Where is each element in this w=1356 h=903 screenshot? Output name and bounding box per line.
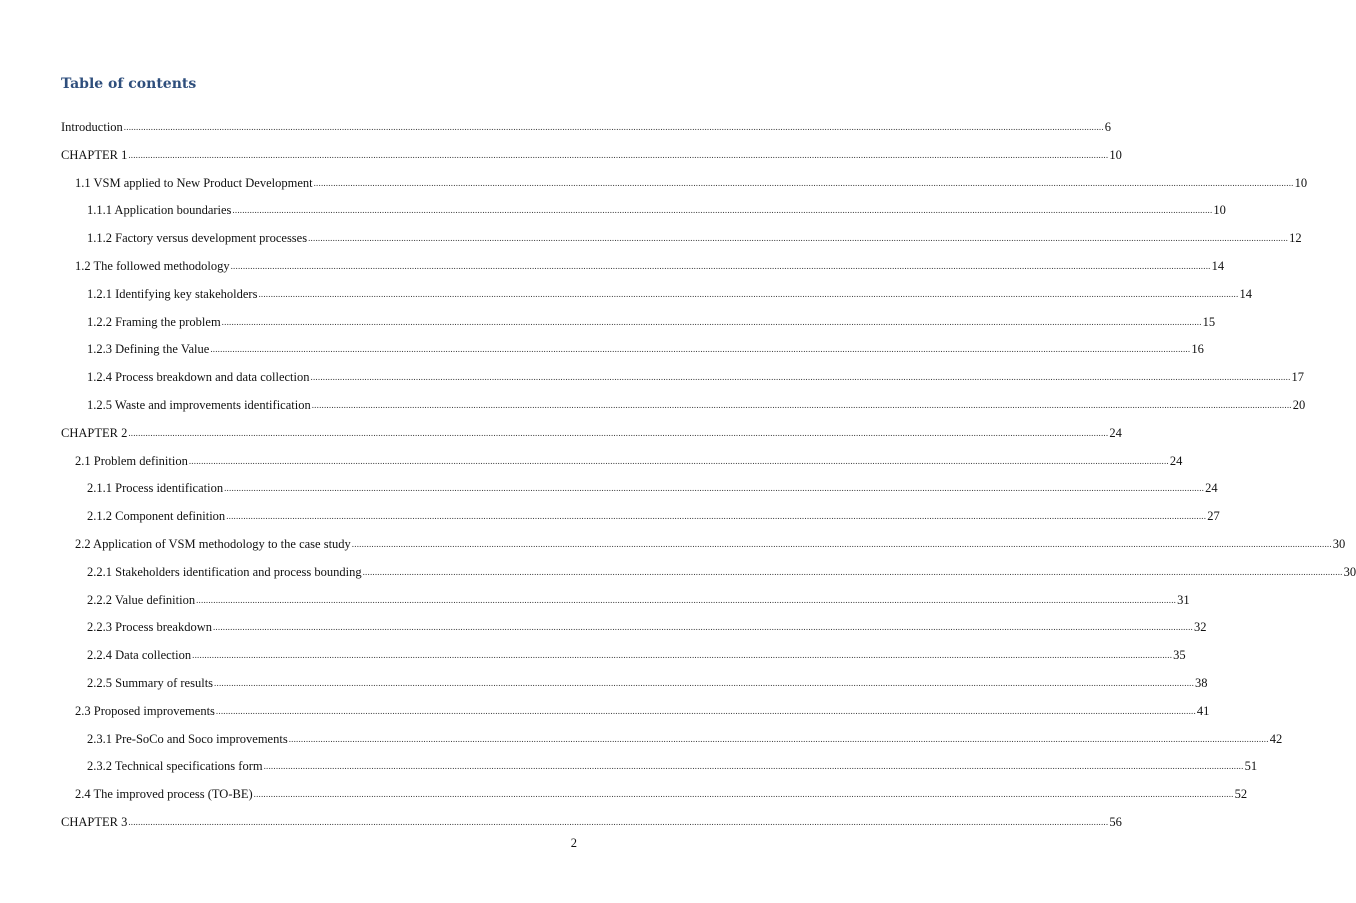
- toc-entry-label: 2.4 The improved process (TO-BE): [75, 787, 253, 801]
- toc-entry-page: 10: [1109, 148, 1122, 162]
- toc-dot-leader: ................................................................................................................................................................................................................................................................................................................................................................................................................: [123, 122, 1104, 132]
- toc-dot-leader: ................................................................................................................................................................................................................................................................................................................................................................................................................: [215, 706, 1196, 716]
- toc-entry-page: 24: [1169, 454, 1183, 468]
- toc-dot-leader: ................................................................................................................................................................................................................................................................................................................................................................................................................: [226, 511, 1207, 521]
- toc-entry-label: 2.2.4 Data collection: [87, 648, 192, 662]
- page-number: 2: [570, 836, 577, 850]
- toc-entry[interactable]: [75, 703, 1210, 719]
- toc-entry-label: 1.2.5 Waste and improvements identification: [87, 398, 311, 412]
- toc-entry-page: 27: [1207, 509, 1220, 523]
- toc-entry[interactable]: [87, 619, 1207, 635]
- toc-entry-label: 1.2.3 Defining the Value: [87, 342, 210, 356]
- toc-entry[interactable]: [87, 564, 1356, 580]
- toc-dot-leader: ................................................................................................................................................................................................................................................................................................................................................................................................................: [362, 567, 1343, 577]
- toc-dot-leader: ................................................................................................................................................................................................................................................................................................................................................................................................................: [230, 261, 1211, 271]
- toc-entry[interactable]: [87, 397, 1306, 413]
- toc-dot-leader: ................................................................................................................................................................................................................................................................................................................................................................................................................: [128, 817, 1109, 827]
- toc-entry-page: 51: [1244, 759, 1258, 773]
- toc-dot-leader: ................................................................................................................................................................................................................................................................................................................................................................................................................: [288, 734, 1269, 744]
- toc-entry-label: 1.1 VSM applied to New Product Development: [75, 176, 313, 190]
- toc-entry-page: 10: [1213, 203, 1226, 217]
- toc-entry-page: 24: [1109, 426, 1122, 440]
- toc-entry[interactable]: [87, 731, 1283, 747]
- toc-entry[interactable]: [87, 230, 1302, 246]
- toc-dot-leader: ................................................................................................................................................................................................................................................................................................................................................................................................................: [196, 595, 1177, 605]
- toc-entry-page: 30: [1332, 537, 1346, 551]
- toc-entry[interactable]: [75, 175, 1308, 191]
- toc-entry-page: 14: [1239, 287, 1252, 301]
- toc-entry-page: 41: [1196, 704, 1210, 718]
- toc-dot-leader: ................................................................................................................................................................................................................................................................................................................................................................................................................: [210, 344, 1191, 354]
- toc-entry-label: 1.2.4 Process breakdown and data collection: [87, 370, 310, 384]
- toc-entry-page: 52: [1234, 787, 1248, 801]
- toc-dot-leader: ................................................................................................................................................................................................................................................................................................................................................................................................................: [128, 150, 1109, 160]
- toc-entry[interactable]: [75, 453, 1183, 469]
- toc-entry-label: 2.2 Application of VSM methodology to the case study: [75, 537, 351, 551]
- toc-entry-label: 2.1.2 Component definition: [87, 509, 226, 523]
- toc-dot-leader: ................................................................................................................................................................................................................................................................................................................................................................................................................: [263, 761, 1244, 771]
- toc-entry-label: 2.3.1 Pre-SoCo and Soco improvements: [87, 732, 288, 746]
- toc-entry-label: Introduction: [61, 120, 123, 134]
- toc-entry-label: 1.1.1 Application boundaries: [87, 203, 232, 217]
- toc-entry-page: 17: [1291, 370, 1305, 384]
- toc-entry[interactable]: [75, 536, 1346, 552]
- toc-entry-page: 12: [1289, 231, 1302, 245]
- toc-title: Table of contents: [61, 76, 197, 92]
- toc-entry-label: 2.3 Proposed improvements: [75, 704, 215, 718]
- toc-entry-page: 16: [1191, 342, 1204, 356]
- toc-dot-leader: ................................................................................................................................................................................................................................................................................................................................................................................................................: [214, 678, 1195, 688]
- toc-entry-label: CHAPTER 1: [61, 148, 128, 162]
- toc-entry-label: 1.1.2 Factory versus development processes: [87, 231, 308, 245]
- toc-entry[interactable]: [61, 425, 1122, 441]
- toc-entry-label: CHAPTER 3: [61, 815, 128, 829]
- toc-entry[interactable]: [87, 341, 1204, 357]
- toc-entry-page: 15: [1202, 315, 1216, 329]
- toc-entry-page: 38: [1195, 676, 1208, 690]
- toc-entry-label: 1.2 The followed methodology: [75, 259, 230, 273]
- toc-entry[interactable]: [87, 758, 1258, 774]
- toc-entry[interactable]: [87, 314, 1216, 330]
- toc-dot-leader: ................................................................................................................................................................................................................................................................................................................................................................................................................: [310, 372, 1291, 382]
- toc-entry[interactable]: [75, 258, 1225, 274]
- toc-dot-leader: ................................................................................................................................................................................................................................................................................................................................................................................................................: [258, 289, 1239, 299]
- toc-entry-page: 35: [1173, 648, 1186, 662]
- toc-dot-leader: ................................................................................................................................................................................................................................................................................................................................................................................................................: [311, 400, 1292, 410]
- toc-entry[interactable]: [87, 675, 1208, 691]
- toc-entry-label: 2.2.3 Process breakdown: [87, 620, 212, 634]
- toc-dot-leader: ................................................................................................................................................................................................................................................................................................................................................................................................................: [313, 178, 1294, 188]
- toc-entry-page: 10: [1294, 176, 1308, 190]
- toc-entry-label: 2.2.2 Value definition: [87, 593, 196, 607]
- toc-entry-page: 32: [1193, 620, 1207, 634]
- toc-dot-leader: ................................................................................................................................................................................................................................................................................................................................................................................................................: [188, 456, 1169, 466]
- toc-entry[interactable]: [61, 814, 1122, 830]
- toc-entry[interactable]: [75, 786, 1248, 802]
- toc-entry-page: 24: [1205, 481, 1218, 495]
- toc-entry-page: 56: [1109, 815, 1122, 829]
- toc-entry[interactable]: [87, 286, 1252, 302]
- toc-entry[interactable]: [87, 508, 1220, 524]
- toc-entry[interactable]: [87, 202, 1226, 218]
- toc-dot-leader: ................................................................................................................................................................................................................................................................................................................................................................................................................: [192, 650, 1173, 660]
- toc-entry[interactable]: [87, 369, 1305, 385]
- toc-entry[interactable]: [61, 119, 1112, 135]
- toc-dot-leader: ................................................................................................................................................................................................................................................................................................................................................................................................................: [221, 317, 1202, 327]
- toc-entry[interactable]: [87, 480, 1218, 496]
- toc-entry-label: 2.3.2 Technical specifications form: [87, 759, 263, 773]
- toc-entry-page: 20: [1292, 398, 1306, 412]
- toc-entry[interactable]: [61, 147, 1122, 163]
- toc-dot-leader: ................................................................................................................................................................................................................................................................................................................................................................................................................: [212, 622, 1193, 632]
- toc-entry-page: 6: [1104, 120, 1112, 134]
- toc-dot-leader: ................................................................................................................................................................................................................................................................................................................................................................................................................: [224, 483, 1205, 493]
- toc-entry-page: 31: [1177, 593, 1190, 607]
- toc-dot-leader: ................................................................................................................................................................................................................................................................................................................................................................................................................: [351, 539, 1332, 549]
- toc-entry-label: CHAPTER 2: [61, 426, 128, 440]
- toc-dot-leader: ................................................................................................................................................................................................................................................................................................................................................................................................................: [128, 428, 1109, 438]
- toc-entry-label: 2.1 Problem definition: [75, 454, 188, 468]
- toc-dot-leader: ................................................................................................................................................................................................................................................................................................................................................................................................................: [308, 233, 1289, 243]
- toc-entry[interactable]: [87, 647, 1186, 663]
- toc-dot-leader: ................................................................................................................................................................................................................................................................................................................................................................................................................: [253, 789, 1234, 799]
- toc-entry-label: 2.2.5 Summary of results: [87, 676, 214, 690]
- toc-entry-label: 1.2.1 Identifying key stakeholders: [87, 287, 258, 301]
- toc-entry-page: 14: [1211, 259, 1225, 273]
- toc-entry[interactable]: [87, 592, 1190, 608]
- toc-entry-page: 42: [1269, 732, 1283, 746]
- toc-entry-label: 2.1.1 Process identification: [87, 481, 224, 495]
- toc-entry-page: 30: [1343, 565, 1356, 579]
- toc-entry-label: 1.2.2 Framing the problem: [87, 315, 221, 329]
- toc-entry-label: 2.2.1 Stakeholders identification and process bounding: [87, 565, 362, 579]
- toc-dot-leader: ................................................................................................................................................................................................................................................................................................................................................................................................................: [232, 205, 1213, 215]
